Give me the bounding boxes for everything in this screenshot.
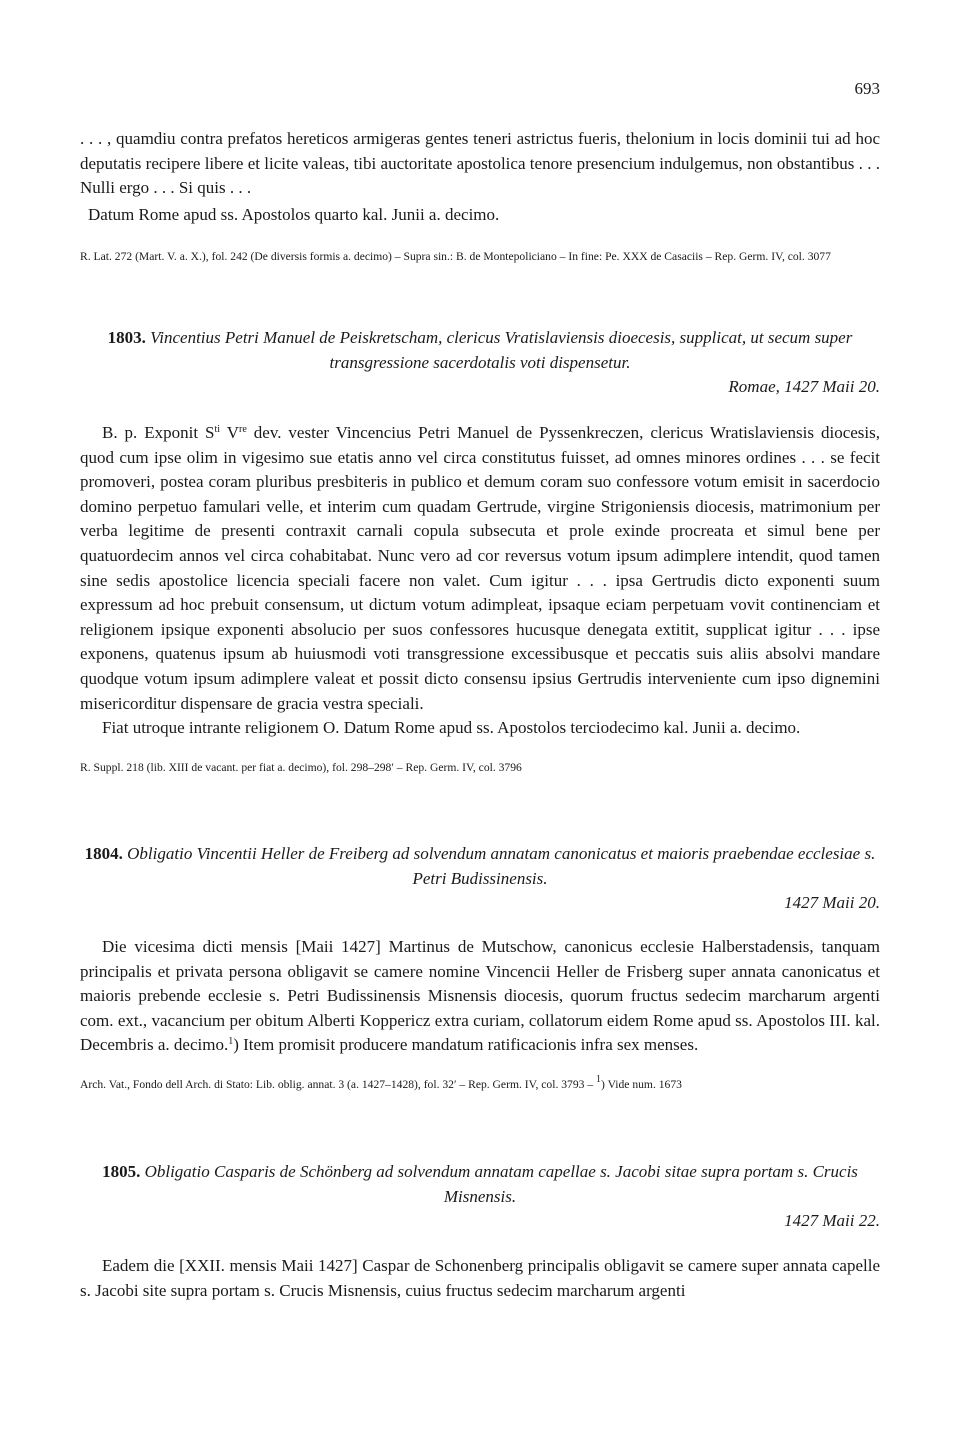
prev-entry-footnote: R. Lat. 272 (Mart. V. a. X.), fol. 242 (De diversis formis a. decimo) – Supra sin.: B. de Montepoliciano – In fine: Pe. XXX de Casaciis – Rep. Germ. IV, col. 3077 [80,250,831,263]
entry-date: 1427 Maii 20. [784,893,880,912]
entry-date: 1427 Maii 22. [784,1211,880,1230]
footnote-marker: 1 [596,1073,602,1085]
prev-entry-datum: Datum Rome apud ss. Apostolos quarto kal. Junii a. decimo. [88,205,500,224]
entry-1804 [80,842,880,1095]
entry-1803 [80,326,880,778]
body-text: Die vicesima dicti mensis [Maii 1427] Martinus de Mutschow, canonicus ecclesie Halberstadensis, tanquam principalis et privata persona obligavit se camere nomine Vincencii Heller de Frisberg super annata canonicatus et maioris prebende ecclesie s. Petri Budissinensis Misnensis diocesis, quorum fructus sedecim marcharum argenti com. ext., vacancium per obitum Alberti Koppericz extra curiam, collatorum eidem Rome apud ss. Apostolos III. kal. Decembris a. decimo. [80,937,880,1055]
body-text: B. p. Exponit S [102,423,215,442]
footnote-marker: 1 [228,1036,234,1048]
entry-1805 [80,1160,880,1303]
entry-date: Romae, 1427 Maii 20. [728,377,880,396]
entry-heading [80,326,880,375]
entry-footnote [80,1074,880,1095]
superscript: ti [214,424,221,435]
entry-body [80,421,880,716]
entry-body: Eadem die [XXII. mensis Maii 1427] Caspar de Schonenberg principalis obligavit se camere super annata capelle s. Jacobi site supra portam s. Crucis Misnensis, cuius fructus sedecim marcharum argenti [80,1256,880,1300]
superscript: re [239,424,247,435]
body-text: ) Item promisit producere mandatum ratificacionis infra sex menses. [233,1035,699,1055]
entry-body [80,935,880,1058]
prev-entry-body: . . . , quamdiu contra prefatos hereticos armigeras gentes teneri astrictus fueris, thelonium in locis dominii tui ad hoc deputatis recipere libere et licite valeas, tibi auctoritate apostolica tenore presencium indulgemus, non obstantibus . . . Nulli ergo . . . Si quis . . . [80,129,880,198]
entry-fiat: Fiat utroque intrante religionem O. Datum Rome apud ss. Apostolos terciodecimo kal. Junii a. decimo. [102,718,801,738]
footnote-text: ) Vide num. 1673 [601,1077,682,1091]
entry-heading [80,1160,880,1209]
body-text: dev. vester Vincencius Petri Manuel de Pyssenkreczen, clericus Wratislaviensis diocesis, quod cum ipse olim in vigesimo sue etatis anno vel circa constitutus fuisset, ad omnes minores ordines . . . se fecit promoveri, postea coram pluribus presbiteris in publico et demum coram suo confessore votum emisit in sacerdocio domino perpetuo famulari velle, et interim cum quadam Gertrude, virgine Strigoniensis diocesis, matrimonium per verba legitime de presenti contraxit carnali copula subsecuta et prole exinde procreata et simul bene per quatuordecim annos vel circa cohabitabat. Nunc vero ad cor reversus votum ipsum adimplere intendit, quod tamen sine sedis apostolice licencia speciali facere non valet. Cum igitur . . . ipsa Gertrudis dicto exponenti suum expressum ad hoc prebuit consensum, ut dictum votum adimpleat, ipsaque eciam perpetuam vovit continenciam et religionem ipsique exponenti absolucio per suos confessores hucusque denegata extitit, supplicat igitur . . . ipse exponens, quatenus ipsum ab huiusmodi voti transgressione excessibusque et peccatis suis aliis absolvi mandare quodque votum ipsum adimplere valeat et possit dicto consensu ipsius Gertrudis interveniente cum ipso dignemini misericorditur dispensare de gracia vestra speciali. [80,423,880,713]
entry-title: Obligatio Vincentii Heller de Freiberg ad solvendum annatam canonicatus et maioris praebendae ecclesiae s. Petri Budissinensis. [127,844,876,888]
entry-number: 1803. [107,328,146,347]
body-text: V [220,423,240,442]
footnote-text: Arch. Vat., Fondo dell Arch. di Stato: Lib. oblig. annat. 3 (a. 1427–1428), fol. 32′ – Rep. Germ. IV, col. 3793 – [80,1077,597,1091]
entry-title: Obligatio Casparis de Schönberg ad solvendum annatam capellae s. Jacobi sitae supra portam s. Crucis Misnensis. [144,1162,858,1206]
entry-number: 1805. [102,1162,141,1181]
entry-footnote: R. Suppl. 218 (lib. XIII de vacant. per fiat a. decimo), fol. 298–298′ – Rep. Germ. IV, col. 3796 [80,760,522,774]
entry-heading [80,842,880,891]
entry-title: Vincentius Petri Manuel de Peiskretscham, clericus Vratislaviensis dioecesis, supplicat, ut secum super transgressione sacerdotalis voti dispensetur. [150,328,853,372]
page-number: 693 [854,79,880,98]
entry-number: 1804. [84,844,123,863]
